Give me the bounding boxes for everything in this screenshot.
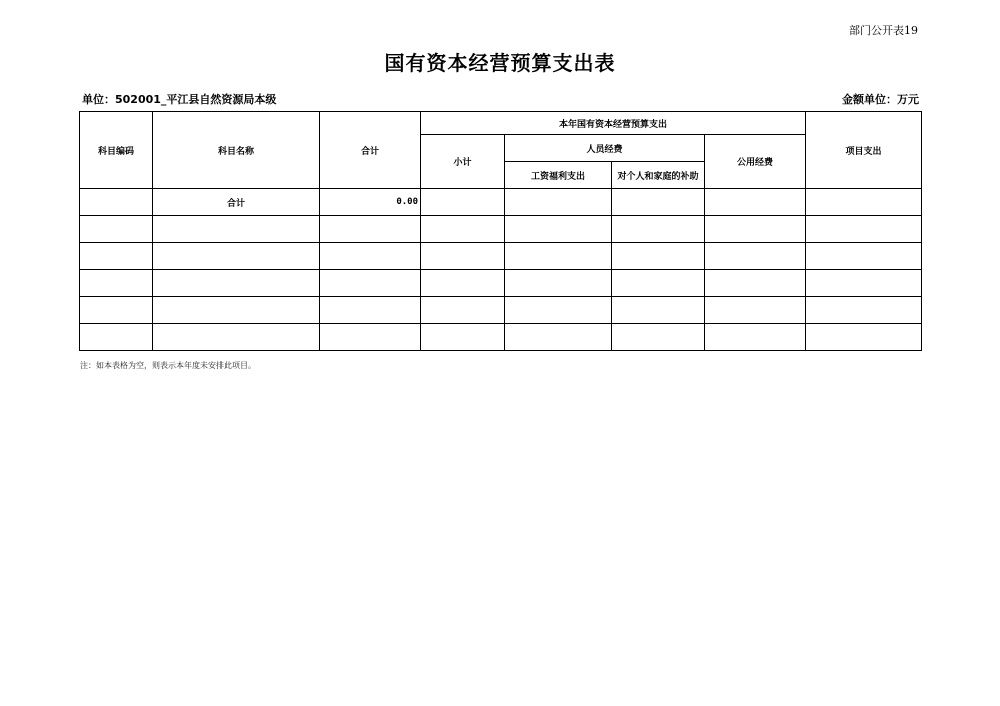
header-personnel: 人员经费 bbox=[505, 135, 705, 162]
cell-code bbox=[80, 216, 153, 243]
cell-project bbox=[806, 189, 922, 216]
table-row bbox=[80, 270, 922, 297]
cell-subsidy bbox=[612, 216, 705, 243]
cell-wages bbox=[505, 189, 612, 216]
cell-project bbox=[806, 324, 922, 351]
cell-subtotal bbox=[421, 324, 505, 351]
cell-subsidy bbox=[612, 270, 705, 297]
cell-name bbox=[153, 270, 320, 297]
cell-subsidy bbox=[612, 324, 705, 351]
table-row bbox=[80, 324, 922, 351]
cell-total bbox=[320, 243, 421, 270]
cell-wages bbox=[505, 270, 612, 297]
page-title: 国有资本经营预算支出表 bbox=[384, 51, 616, 75]
header-current-year-group: 本年国有资本经营预算支出 bbox=[421, 112, 806, 135]
cell-public bbox=[705, 324, 806, 351]
cell-subtotal bbox=[421, 216, 505, 243]
table-row bbox=[80, 297, 922, 324]
header-wages-welfare: 工资福利支出 bbox=[505, 162, 612, 189]
header-subject-code: 科目编码 bbox=[80, 112, 153, 189]
cell-wages bbox=[505, 324, 612, 351]
cell-public bbox=[705, 216, 806, 243]
header-total: 合计 bbox=[320, 112, 421, 189]
cell-name bbox=[153, 297, 320, 324]
amount-unit-label: 金额单位：万元 bbox=[842, 93, 919, 106]
cell-total: 0.00 bbox=[320, 189, 421, 216]
cell-wages bbox=[505, 243, 612, 270]
cell-name: 合计 bbox=[153, 189, 320, 216]
cell-code bbox=[80, 297, 153, 324]
cell-name bbox=[153, 324, 320, 351]
cell-project bbox=[806, 243, 922, 270]
cell-project bbox=[806, 270, 922, 297]
header-row bbox=[80, 112, 922, 135]
cell-code bbox=[80, 324, 153, 351]
cell-subtotal bbox=[421, 243, 505, 270]
cell-subsidy bbox=[612, 243, 705, 270]
cell-public bbox=[705, 243, 806, 270]
table-row bbox=[80, 216, 922, 243]
budget-table bbox=[79, 111, 922, 351]
unit-label: 单位：502001_平江县自然资源局本级 bbox=[82, 93, 277, 106]
cell-code bbox=[80, 243, 153, 270]
header-subject-name: 科目名称 bbox=[153, 112, 320, 189]
cell-subtotal bbox=[421, 297, 505, 324]
cell-public bbox=[705, 270, 806, 297]
cell-total bbox=[320, 297, 421, 324]
header-individual-family-subsidy: 对个人和家庭的补助 bbox=[612, 162, 705, 189]
cell-code bbox=[80, 189, 153, 216]
cell-total bbox=[320, 216, 421, 243]
cell-name bbox=[153, 243, 320, 270]
cell-subsidy bbox=[612, 189, 705, 216]
cell-subtotal bbox=[421, 270, 505, 297]
cell-project bbox=[806, 297, 922, 324]
cell-name bbox=[153, 216, 320, 243]
cell-project bbox=[806, 216, 922, 243]
cell-total bbox=[320, 324, 421, 351]
footnote: 注：如本表格为空，则表示本年度未安排此项目。 bbox=[80, 361, 256, 370]
cell-total bbox=[320, 270, 421, 297]
table-number-label: 部门公开表19 bbox=[849, 24, 918, 37]
header-subtotal: 小计 bbox=[421, 135, 505, 189]
table-row bbox=[80, 189, 922, 216]
cell-wages bbox=[505, 297, 612, 324]
cell-wages bbox=[505, 216, 612, 243]
cell-public bbox=[705, 297, 806, 324]
cell-subtotal bbox=[421, 189, 505, 216]
header-project-expense: 项目支出 bbox=[806, 112, 922, 189]
table-row bbox=[80, 243, 922, 270]
cell-public bbox=[705, 189, 806, 216]
cell-subsidy bbox=[612, 297, 705, 324]
header-public-funds: 公用经费 bbox=[705, 135, 806, 189]
cell-code bbox=[80, 270, 153, 297]
